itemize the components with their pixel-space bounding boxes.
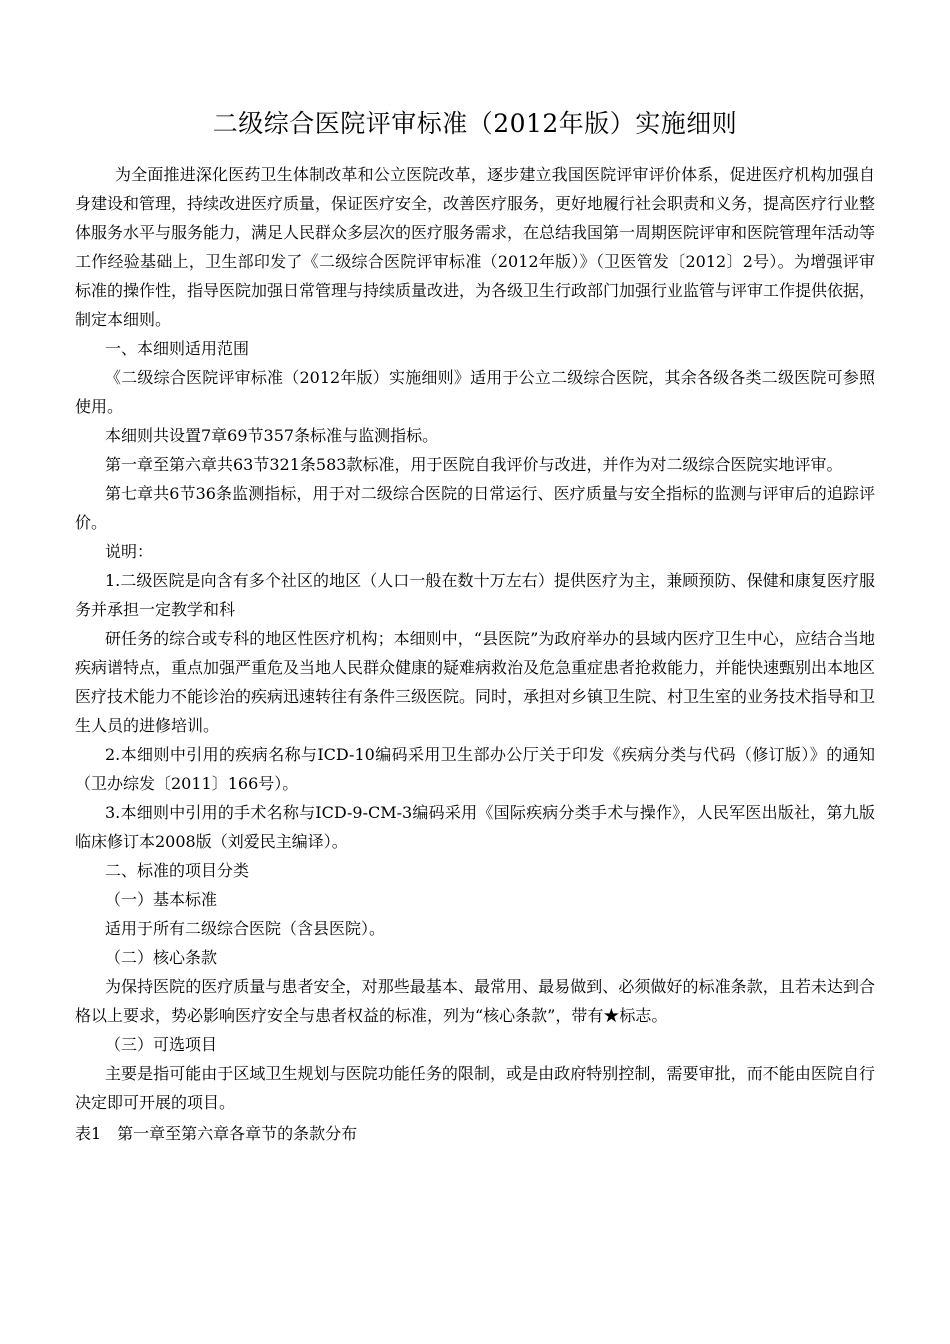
basic-standard-paragraph: 适用于所有二级综合医院（含县医院）。 [105, 919, 386, 938]
notes-label: 说明： [105, 542, 154, 561]
subheading-core-clauses: （二）核心条款 [105, 948, 218, 967]
intro-paragraph: 为全面推进深化医药卫生体制改革和公立医院改革，逐步建立我国医院评审评价体系，促进医疗机构加强自身建设和管理，持续改进医疗质量，保证医疗安全，改善医疗服务，更好地履行社会职责和义务，提高医疗行业整体服务水平与服务能力，满足人民群众多层次的医疗服务需求，在总结我国第一周期医院评审和医院管理年活动等工作经验基础上，卫生部印发了《二级综合医院评审标准（2012年版）》（卫医管发〔2012〕2号）。为增强评审标准的操作性，指导医院加强日常管理与持续质量改进，为各级卫生行政部门加强行业监管与评审工作提供依据，制定本细则。 [75, 165, 876, 329]
scope-count-paragraph: 本细则共设置7章69节357条标准与监测指标。 [105, 426, 439, 445]
note-1-continued-paragraph: 研任务的综合或专科的地区性医疗机构；本细则中，“县医院”为政府举办的县域内医疗卫生中心，应结合当地疾病谱特点，重点加强严重危及当地人民群众健康的疑难病救治及危急重症患者抢救能力，并能快速甄别出本地区医疗技术能力不能诊治的疾病迅速转往有条件三级医院。同时，承担对乡镇卫生院、村卫生室的业务技术指导和卫生人员的进修培训。 [75, 629, 876, 735]
subheading-basic-standard: （一）基本标准 [105, 890, 218, 909]
chapters-1-6-paragraph: 第一章至第六章共63节321条583款标准，用于医院自我评价与改进，并作为对二级综合医院实地评审。 [105, 455, 843, 474]
table-1-caption: 表1 第一章至第六章各章节的条款分布 [75, 1124, 358, 1143]
subheading-optional-items: （三）可选项目 [105, 1035, 218, 1054]
optional-items-paragraph: 主要是指可能由于区域卫生规划与医院功能任务的限制，或是由政府特别控制，需要审批，而不能由医院自行决定即可开展的项目。 [75, 1064, 875, 1112]
core-clauses-paragraph: 为保持医院的医疗质量与患者安全，对那些最基本、最常用、最易做到、必须做好的标准条款，且若未达到合格以上要求，势必影响医疗安全与患者权益的标准，列为“核心条款”，带有★标志。 [75, 977, 875, 1025]
note-2-paragraph: 2.本细则中引用的疾病名称与ICD-10编码采用卫生部办公厅关于印发《疾病分类与代码（修订版）》的通知（卫办综发〔2011〕166号）。 [75, 745, 875, 793]
section-heading-classification: 二、标准的项目分类 [105, 861, 250, 880]
chapter-7-paragraph: 第七章共6节36条监测指标，用于对二级综合医院的日常运行、医疗质量与安全指标的监测与评审后的追踪评价。 [75, 484, 875, 532]
section-heading-scope: 一、本细则适用范围 [105, 339, 250, 358]
note-3-paragraph: 3.本细则中引用的手术名称与ICD-9-CM-3编码采用《国际疾病分类手术与操作》，人民军医出版社，第九版临床修订本2008版（刘爱民主编译）。 [75, 803, 875, 851]
scope-paragraph: 《二级综合医院评审标准（2012年版）实施细则》适用于公立二级综合医院，其余各级各类二级医院可参照使用。 [75, 368, 875, 416]
document-body [75, 160, 875, 1148]
document-title: 二级综合医院评审标准（2012年版）实施细则 [212, 109, 738, 138]
note-1-paragraph: 1.二级医院是向含有多个社区的地区（人口一般在数十万左右）提供医疗为主，兼顾预防、保健和康复医疗服务并承担一定教学和科 [75, 571, 875, 619]
